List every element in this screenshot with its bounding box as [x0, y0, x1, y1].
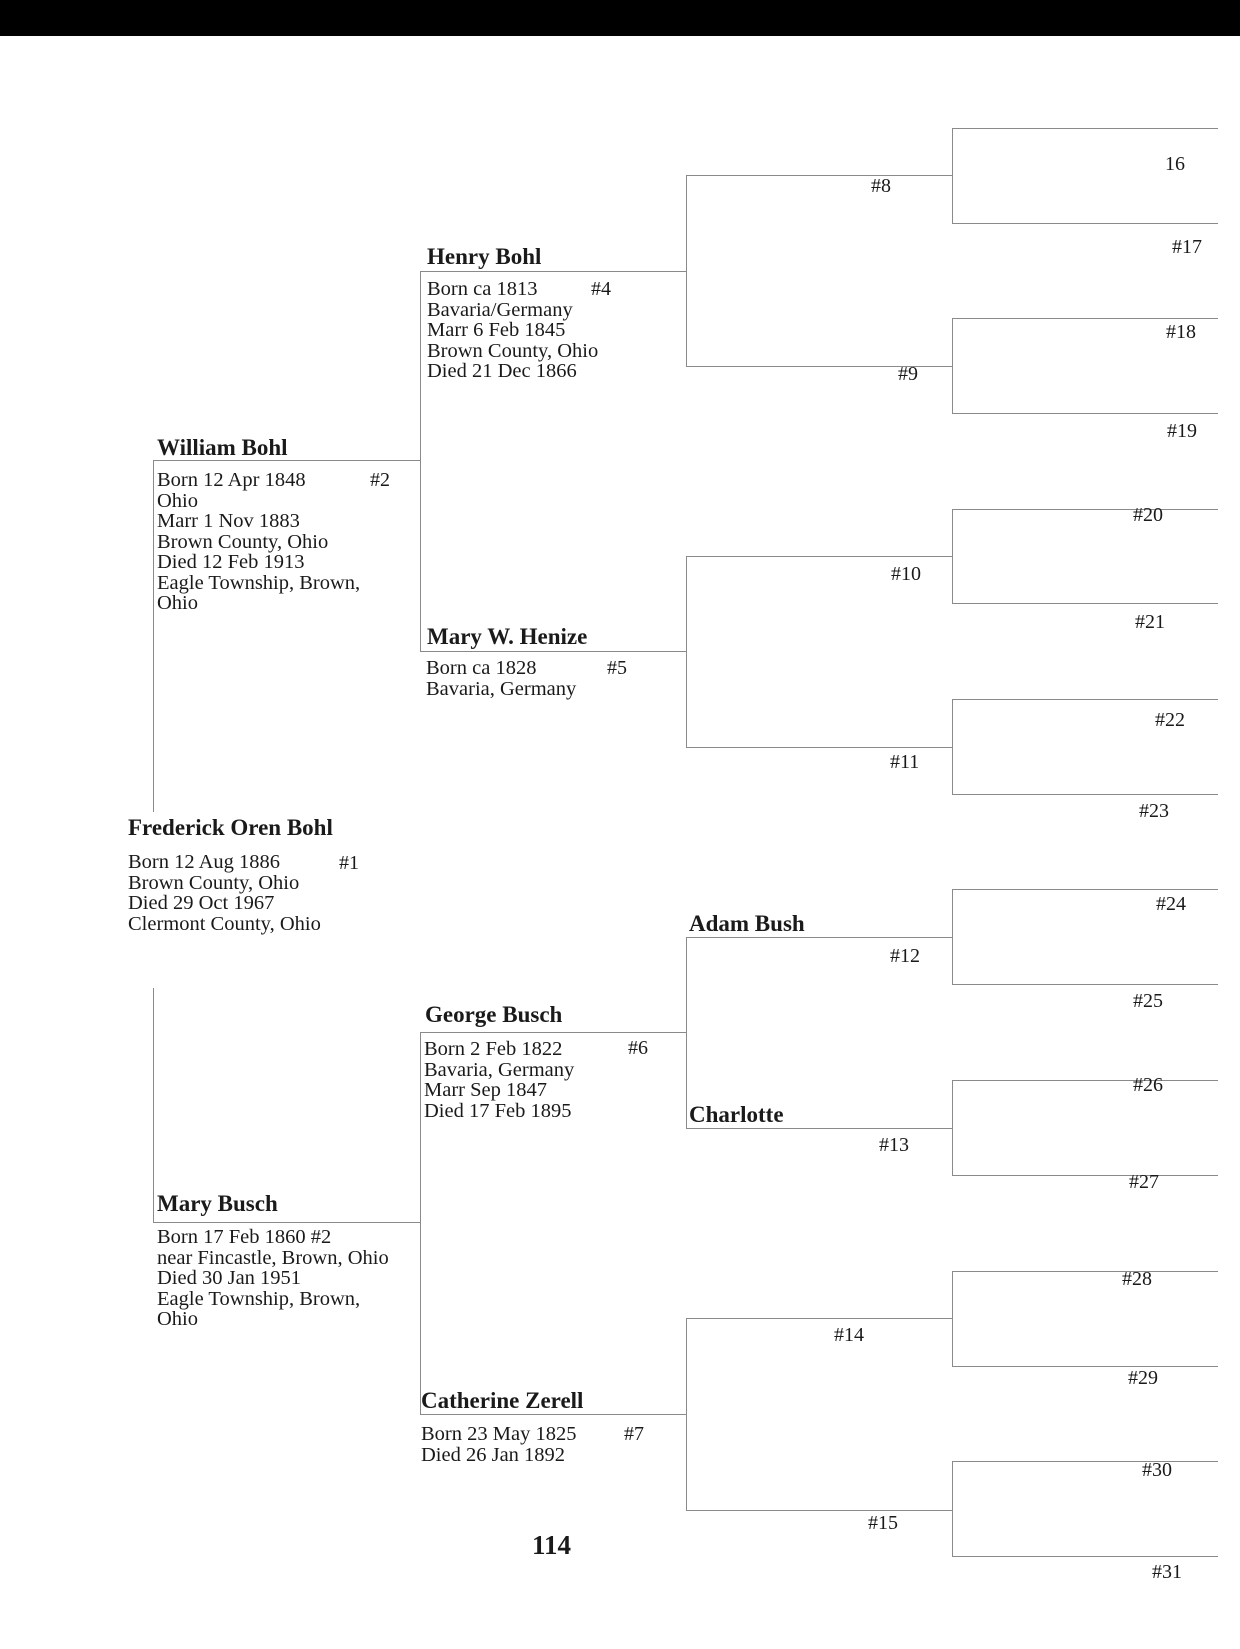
line-p31	[952, 1556, 1218, 1557]
person-26-number: #26	[1133, 1074, 1163, 1096]
detail-line: Ohio	[157, 489, 198, 512]
line-p10	[686, 556, 953, 557]
person-7-name: Catherine Zerell	[421, 1388, 584, 1413]
person-14-number: #14	[834, 1324, 864, 1346]
line-p30	[952, 1461, 1218, 1462]
person-1-name: Frederick Oren Bohl	[128, 815, 333, 840]
detail-line: Bavaria/Germany	[427, 298, 573, 321]
person-6-name: George Busch	[425, 1002, 563, 1027]
person-16-number: 16	[1165, 153, 1185, 175]
person-20-number: #20	[1133, 504, 1163, 526]
person-21-number: #21	[1135, 611, 1165, 633]
detail-line: Marr 6 Feb 1845	[427, 319, 566, 341]
person-31-number: #31	[1152, 1561, 1182, 1583]
line-p19	[952, 413, 1218, 414]
line-p7	[420, 1414, 687, 1415]
person-29-number: #29	[1128, 1367, 1158, 1389]
detail-line: Marr 1 Nov 1883	[157, 510, 300, 532]
line-p23	[952, 794, 1218, 795]
person-17-number: #17	[1172, 236, 1202, 258]
line-p5-parents	[686, 556, 687, 747]
person-13-number: #13	[879, 1134, 909, 1156]
line-p2	[153, 460, 421, 461]
person-22-number: #22	[1155, 709, 1185, 731]
line-p17	[952, 223, 1218, 224]
person-12-number: #12	[890, 945, 920, 967]
person-1-number: #1	[339, 852, 359, 874]
person-11-number: #11	[890, 751, 920, 773]
detail-line: Marr Sep 1847	[424, 1079, 547, 1101]
detail-line: Born 12 Apr 1848	[157, 469, 306, 491]
person-8-number: #8	[871, 175, 891, 197]
person-5-name: Mary W. Henize	[427, 624, 588, 649]
person-23-number: #23	[1139, 800, 1169, 822]
line-p14	[686, 1318, 953, 1319]
person-2-number: #2	[370, 469, 390, 491]
detail-line: Died 30 Jan 1951	[157, 1267, 302, 1289]
line-p2-parents	[420, 271, 421, 651]
person-30-number: #30	[1142, 1459, 1172, 1481]
line-p18	[952, 318, 1218, 319]
line-p3-parents	[420, 1032, 421, 1414]
line-p2-drop	[153, 460, 154, 812]
person-1-details	[128, 852, 321, 934]
detail-line: Eagle Township, Brown,	[157, 571, 361, 594]
detail-line: Died 17 Feb 1895	[424, 1099, 572, 1122]
line-p29	[952, 1366, 1218, 1367]
line-p27	[952, 1175, 1218, 1176]
person-24-number: #24	[1156, 893, 1186, 915]
person-5-details	[426, 658, 576, 699]
line-p6	[420, 1032, 687, 1033]
line-p15	[686, 1510, 953, 1511]
line-p3	[153, 1222, 421, 1223]
page-number: 114	[532, 1530, 572, 1560]
line-p28	[952, 1271, 1218, 1272]
line-p16	[952, 128, 1218, 129]
person-6-details	[424, 1039, 574, 1121]
line-p12	[686, 937, 953, 938]
detail-line: Born 12 Aug 1886	[128, 851, 281, 873]
line-p25	[952, 984, 1218, 985]
detail-line: Died 12 Feb 1913	[157, 551, 305, 573]
line-p11-parents	[952, 699, 953, 794]
person-3-name: Mary Busch	[157, 1191, 278, 1216]
line-p6-parents	[686, 937, 687, 1128]
person-3-details	[157, 1227, 389, 1330]
detail-line: Brown County, Ohio	[128, 871, 300, 894]
person-10-number: #10	[891, 563, 921, 585]
person-5-number: #5	[607, 657, 627, 679]
person-4-name: Henry Bohl	[427, 244, 542, 269]
person-2-name: William Bohl	[157, 435, 288, 460]
line-p8-parents	[952, 128, 953, 223]
line-p11	[686, 747, 953, 748]
detail-line: Born 17 Feb 1860 #2	[157, 1226, 332, 1248]
person-15-number: #15	[868, 1512, 898, 1534]
line-p24	[952, 889, 1218, 890]
line-p3-rise	[153, 988, 154, 1222]
detail-line: Ohio	[157, 592, 198, 614]
person-13-name: Charlotte	[689, 1102, 784, 1127]
line-p26	[952, 1080, 1218, 1081]
person-4-number: #4	[591, 278, 611, 300]
detail-line: Clermont County, Ohio	[128, 912, 321, 935]
person-12-name: Adam Bush	[689, 911, 805, 936]
line-p4-parents	[686, 175, 687, 366]
person-9-number: #9	[898, 363, 918, 385]
person-7-details	[421, 1424, 576, 1465]
line-p7-parents	[686, 1318, 687, 1510]
line-p21	[952, 603, 1218, 604]
person-4-details	[427, 279, 598, 382]
line-p9-parents	[952, 318, 953, 413]
detail-line: Brown County, Ohio	[157, 530, 329, 553]
line-p22	[952, 699, 1218, 700]
line-p20	[952, 509, 1218, 510]
detail-line: Born ca 1828	[426, 657, 537, 679]
detail-line: near Fincastle, Brown, Ohio	[157, 1246, 389, 1269]
detail-line: Ohio	[157, 1308, 198, 1330]
detail-line: Died 26 Jan 1892	[421, 1443, 566, 1466]
line-p14-parents	[952, 1271, 953, 1366]
person-27-number: #27	[1129, 1171, 1159, 1193]
person-7-number: #7	[624, 1423, 644, 1445]
line-p10-parents	[952, 509, 953, 603]
detail-line: Born 2 Feb 1822	[424, 1038, 563, 1060]
line-p15-parents	[952, 1461, 953, 1556]
person-28-number: #28	[1122, 1268, 1152, 1290]
person-25-number: #25	[1133, 990, 1163, 1012]
line-p5	[420, 651, 687, 652]
person-18-number: #18	[1166, 321, 1196, 343]
detail-line: Born ca 1813	[427, 278, 538, 300]
scan-top-border	[0, 0, 1240, 36]
line-p13	[686, 1128, 953, 1129]
line-p4	[420, 271, 687, 272]
line-p8	[686, 175, 953, 176]
line-p12-parents	[952, 889, 953, 984]
detail-line: Eagle Township, Brown,	[157, 1287, 361, 1310]
detail-line: Died 29 Oct 1967	[128, 892, 275, 914]
person-6-number: #6	[628, 1037, 648, 1059]
person-2-details	[157, 470, 360, 614]
detail-line: Brown County, Ohio	[427, 339, 599, 362]
detail-line: Bavaria, Germany	[424, 1058, 575, 1081]
detail-line: Died 21 Dec 1866	[427, 360, 577, 382]
person-19-number: #19	[1167, 420, 1197, 442]
detail-line: Born 23 May 1825	[421, 1423, 577, 1445]
detail-line: Bavaria, Germany	[426, 677, 577, 700]
line-p13-parents	[952, 1080, 953, 1175]
